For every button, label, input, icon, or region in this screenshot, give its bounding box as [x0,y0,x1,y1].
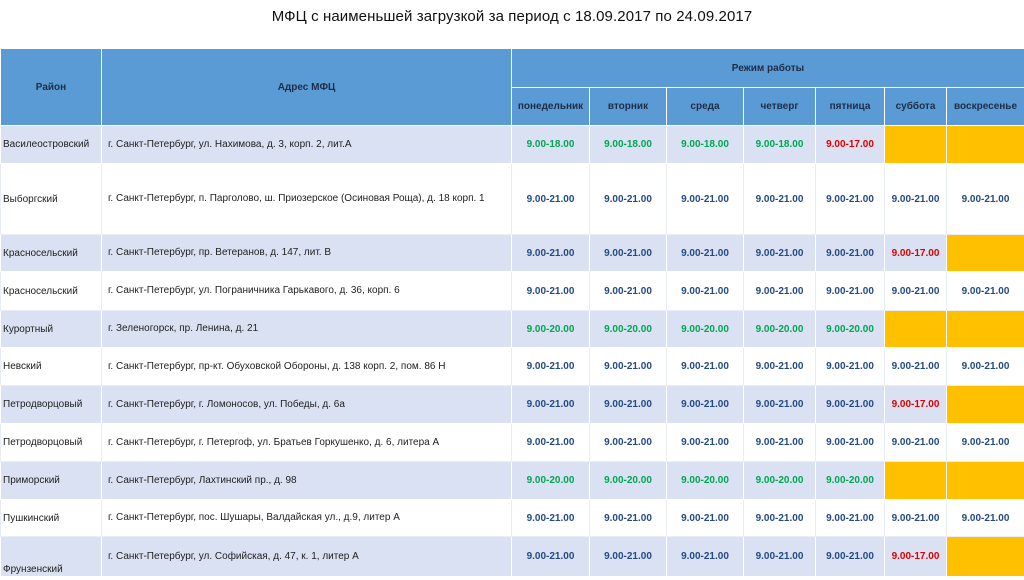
schedule-cell: 9.00-20.00 [590,311,667,348]
schedule-cell: 9.00-21.00 [816,235,885,272]
closed-day-cell [947,126,1024,164]
schedule-cell: 9.00-21.00 [885,424,947,462]
schedule-cell: 9.00-21.00 [590,500,667,537]
table-row [1,164,1024,235]
address-cell: г. Санкт-Петербург, ул. Пограничника Гарькавого, д. 36, корп. 6 [102,272,512,311]
address-cell: г. Санкт-Петербург, п. Парголово, ш. Приозерское (Осиновая Роща), д. 18 корп. 1 [102,164,512,235]
address-cell: г. Санкт-Петербург, пр. Ветеранов, д. 147, лит. В [102,235,512,272]
closed-day-cell [947,386,1024,424]
district-cell: Пушкинский [1,500,102,537]
table-row [1,235,1024,272]
closed-day-cell [947,235,1024,272]
schedule-cell: 9.00-17.00 [885,235,947,272]
schedule-cell: 9.00-21.00 [744,537,816,577]
schedule-cell: 9.00-21.00 [590,235,667,272]
schedule-cell: 9.00-21.00 [590,348,667,386]
header-day-wednesday: среда [667,88,744,126]
schedule-cell: 9.00-17.00 [885,386,947,424]
schedule-cell: 9.00-21.00 [512,500,590,537]
district-cell: Красносельский [1,235,102,272]
closed-day-cell [947,462,1024,500]
address-cell: г. Санкт-Петербург, ул. Софийская, д. 47, к. 1, литер А [102,537,512,577]
schedule-cell: 9.00-20.00 [512,311,590,348]
schedule-cell: 9.00-21.00 [816,272,885,311]
schedule-cell: 9.00-17.00 [885,537,947,577]
table-row [1,126,1024,164]
table-row [1,424,1024,462]
district-cell: Василеостровский [1,126,102,164]
header-address: Адрес МФЦ [102,49,512,126]
schedule-cell: 9.00-21.00 [744,235,816,272]
schedule-cell: 9.00-21.00 [816,500,885,537]
page-title: МФЦ с наименьшей загрузкой за период с 18.09.2017 по 24.09.2017 [271,8,753,25]
schedule-cell: 9.00-21.00 [947,272,1024,311]
schedule-cell: 9.00-21.00 [885,164,947,235]
schedule-cell: 9.00-21.00 [744,386,816,424]
schedule-cell: 9.00-20.00 [816,462,885,500]
header-day-friday: пятница [816,88,885,126]
schedule-cell: 9.00-21.00 [667,537,744,577]
schedule-cell: 9.00-21.00 [512,348,590,386]
schedule-cell: 9.00-21.00 [816,348,885,386]
schedule-cell: 9.00-21.00 [667,164,744,235]
schedule-cell: 9.00-21.00 [816,424,885,462]
schedule-cell: 9.00-21.00 [885,348,947,386]
schedule-cell: 9.00-21.00 [816,386,885,424]
schedule-cell: 9.00-21.00 [512,537,590,577]
schedule-cell: 9.00-21.00 [512,164,590,235]
schedule-cell: 9.00-21.00 [816,164,885,235]
schedule-cell: 9.00-21.00 [885,500,947,537]
schedule-cell: 9.00-21.00 [590,386,667,424]
header-day-sunday: воскресенье [947,88,1024,126]
schedule-cell: 9.00-21.00 [885,272,947,311]
schedule-cell: 9.00-21.00 [512,424,590,462]
address-cell: г. Санкт-Петербург, Лахтинский пр., д. 98 [102,462,512,500]
schedule-cell: 9.00-21.00 [590,424,667,462]
address-cell: г. Зеленогорск, пр. Ленина, д. 21 [102,311,512,348]
address-cell: г. Санкт-Петербург, ул. Нахимова, д. 3, корп. 2, лит.А [102,126,512,164]
district-cell: Красносельский [1,272,102,311]
district-cell: Выборгский [1,164,102,235]
schedule-cell: 9.00-20.00 [744,462,816,500]
schedule-cell: 9.00-21.00 [667,500,744,537]
schedule-cell: 9.00-21.00 [667,386,744,424]
table-row [1,537,1024,577]
header-day-thursday: четверг [744,88,816,126]
closed-day-cell [885,311,947,348]
schedule-cell: 9.00-21.00 [512,386,590,424]
table-header [1,49,1024,126]
schedule-cell: 9.00-21.00 [667,348,744,386]
address-cell: г. Санкт-Петербург, г. Петергоф, ул. Братьев Горкушенко, д. 6, литера А [102,424,512,462]
district-cell: Невский [1,348,102,386]
mfc-schedule-table [0,48,1024,577]
schedule-cell: 9.00-21.00 [744,424,816,462]
district-cell: Фрунзенский [1,537,102,577]
schedule-cell: 9.00-21.00 [744,272,816,311]
schedule-cell: 9.00-21.00 [667,424,744,462]
closed-day-cell [885,126,947,164]
district-cell: Курортный [1,311,102,348]
schedule-cell: 9.00-20.00 [816,311,885,348]
schedule-cell: 9.00-21.00 [667,235,744,272]
district-cell: Петродворцовый [1,386,102,424]
schedule-cell: 9.00-20.00 [667,311,744,348]
schedule-cell: 9.00-21.00 [590,537,667,577]
schedule-cell: 9.00-21.00 [947,348,1024,386]
table-row [1,272,1024,311]
closed-day-cell [947,537,1024,577]
schedule-cell: 9.00-21.00 [590,272,667,311]
closed-day-cell [947,311,1024,348]
schedule-cell: 9.00-21.00 [947,500,1024,537]
header-day-tuesday: вторник [590,88,667,126]
schedule-cell: 9.00-21.00 [667,272,744,311]
district-cell: Приморский [1,462,102,500]
schedule-cell: 9.00-21.00 [947,424,1024,462]
schedule-cell: 9.00-21.00 [590,164,667,235]
schedule-cell: 9.00-18.00 [744,126,816,164]
schedule-cell: 9.00-21.00 [744,164,816,235]
schedule-cell: 9.00-18.00 [590,126,667,164]
schedule-cell: 9.00-21.00 [512,272,590,311]
header-district: Район [1,49,102,126]
schedule-cell: 9.00-21.00 [816,537,885,577]
schedule-cell: 9.00-20.00 [744,311,816,348]
district-cell: Петродворцовый [1,424,102,462]
schedule-cell: 9.00-20.00 [512,462,590,500]
schedule-cell: 9.00-20.00 [667,462,744,500]
schedule-cell: 9.00-18.00 [512,126,590,164]
schedule-cell: 9.00-21.00 [744,348,816,386]
table-row [1,386,1024,424]
schedule-cell: 9.00-20.00 [590,462,667,500]
address-cell: г. Санкт-Петербург, пр-кт. Обуховской Обороны, д. 138 корп. 2, пом. 86 Н [102,348,512,386]
table-row [1,348,1024,386]
schedule-cell: 9.00-21.00 [512,235,590,272]
schedule-cell: 9.00-21.00 [947,164,1024,235]
header-schedule-group: Режим работы [512,49,1024,88]
table-row [1,311,1024,348]
schedule-cell: 9.00-17.00 [816,126,885,164]
closed-day-cell [885,462,947,500]
table-row [1,500,1024,537]
address-cell: г. Санкт-Петербург, пос. Шушары, Валдайская ул., д.9, литер А [102,500,512,537]
table-body [1,126,1024,577]
header-day-saturday: суббота [885,88,947,126]
schedule-cell: 9.00-21.00 [744,500,816,537]
header-day-monday: понедельник [512,88,590,126]
table-row [1,462,1024,500]
address-cell: г. Санкт-Петербург, г. Ломоносов, ул. Победы, д. 6а [102,386,512,424]
schedule-cell: 9.00-18.00 [667,126,744,164]
